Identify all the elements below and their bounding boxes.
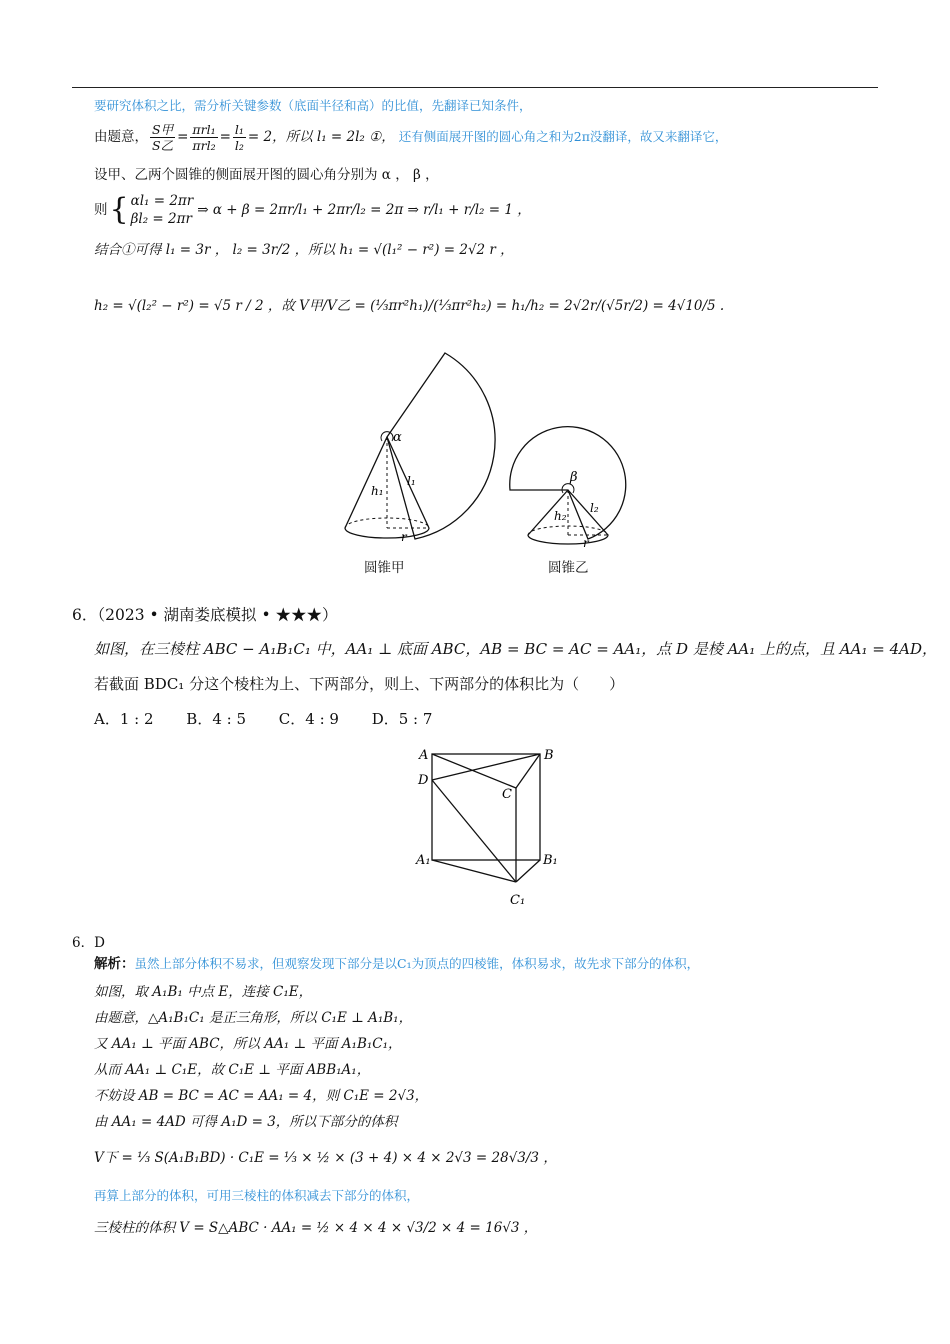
analysis-line	[94, 954, 699, 974]
label-d: D	[418, 773, 429, 788]
label-beta: β	[570, 470, 578, 485]
system-line	[94, 190, 531, 230]
label-h2: h₂	[554, 509, 567, 523]
answer-6: 6．D	[72, 935, 105, 951]
label-l1: l₁	[407, 474, 416, 488]
label-alpha: α	[393, 430, 402, 445]
label-a: A	[419, 748, 429, 763]
frac-den: S乙	[152, 137, 174, 153]
condition-prefix: 由题意，	[94, 129, 148, 145]
system-derivation: ⇒ α + β = 2πr/l₁ + 2πr/l₂ = 2π ⇒ r/l₁ + r/l₂ = 1 ，	[197, 202, 531, 218]
then-label: 则	[94, 202, 108, 218]
solution-line-3: 又 AA₁ ⊥ 平面 ABC，所以 AA₁ ⊥ 平面 A₁B₁C₁，	[94, 1036, 402, 1052]
frac-den: πrl₂	[192, 137, 216, 153]
question-6-body-1: 如图，在三棱柱 ABC − A₁B₁C₁ 中，AA₁ ⊥ 底面 ABC，AB = BC = AC = AA₁，点 D 是棱 AA₁ 上的点，且 AA₁ = 4AD，	[94, 640, 937, 658]
frac-num: πrl₁	[192, 121, 216, 137]
question-6-header: 6．（2023 • 湖南娄底模拟 • ★★★）	[72, 606, 338, 624]
solution-line-5: 不妨设 AB = BC = AC = AA₁ = 4，则 C₁E = 2√3，	[94, 1088, 429, 1104]
sector-jia	[387, 353, 495, 539]
label-b1: B₁	[543, 853, 558, 868]
cone-jia-base-front	[345, 528, 429, 538]
question-6-options	[94, 708, 432, 730]
solution-line-1: 如图，取 A₁B₁ 中点 E，连接 C₁E，	[94, 984, 313, 1000]
hint-note-2: 还有侧面展开图的圆心角之和为2π没翻译，故又来翻译它，	[398, 129, 728, 144]
prism-figure	[410, 740, 570, 915]
solution-line-8: 三棱柱的体积 V = S△ABC · AA₁ = ½ × 4 × 4 × √3/2 × 4 = 16√3 ，	[94, 1220, 538, 1236]
edge-b1c1	[516, 860, 540, 882]
caption-cone-yi: 圆锥乙	[548, 560, 589, 576]
analysis-label: 解析：	[94, 956, 135, 972]
label-b: B	[544, 748, 554, 763]
option-c[interactable]: C．4 : 9	[278, 710, 339, 728]
frac-den: l₂	[234, 137, 244, 153]
label-l2: l₂	[590, 501, 599, 515]
system-eq-2: βl₂ = 2πr	[130, 211, 192, 227]
condition-line: 由题意， $\frac{\text{S甲}}{\text{S乙}}$ = $\frac{\text{πrl₁}}{\text{πrl₂}}$ = $\frac{\text{l₁}}{\text{l₂}}$ = 2，所以 l₁ = 2l₂ ①， 还有侧面展开图的圆心角之和为2π没翻译，故又来翻译它，	[94, 121, 728, 153]
cone-yi-base-front	[528, 535, 608, 544]
system-eq-1: αl₁ = 2πr	[130, 193, 194, 209]
edge-ac	[432, 754, 516, 788]
label-c: C	[502, 787, 512, 802]
hint-note-1: 要研究体积之比，需分析关键参数（底面半径和高）的比值，先翻译已知条件，	[94, 98, 532, 113]
cone-yi-right-edge	[568, 490, 608, 535]
prism-front-face	[432, 754, 540, 860]
label-h1: h₁	[371, 484, 384, 498]
question-6-body-2: 若截面 BDC₁ 分这个棱柱为上、下两部分，则上、下两部分的体积比为（ ）	[94, 675, 625, 693]
caption-cone-jia: 圆锥甲	[364, 560, 405, 576]
angles-line: 设甲、乙两个圆锥的侧面展开图的圆心角分别为 α ， β ，	[94, 167, 439, 183]
fraction-s-ratio	[150, 122, 175, 153]
option-a[interactable]: A．1 : 2	[94, 710, 154, 728]
condition-equation: = 2，所以 l₁ = 2l₂ ①，	[247, 129, 395, 145]
option-b[interactable]: B．4 : 5	[186, 710, 246, 728]
option-d[interactable]: D．5 : 7	[371, 710, 433, 728]
header-rule	[72, 87, 878, 88]
h2-volume-line: h₂ = √(l₂² − r²) = √5 r / 2 ，故 V甲/V乙 = (⅓πr²h₁)/(⅓πr²h₂) = h₁/h₂ = 2√2r/(√5r/2) = 4√10/5 .	[94, 298, 725, 314]
combine-line: 结合①可得 l₁ = 3r ， l₂ = 3r/2 ，所以 h₁ = √(l₁² − r²) = 2√2 r ，	[94, 242, 514, 258]
solution-line-4: 从而 AA₁ ⊥ C₁E，故 C₁E ⊥ 平面 ABB₁A₁，	[94, 1062, 371, 1078]
label-c1: C₁	[510, 893, 526, 908]
cone-jia-left-edge	[345, 437, 387, 528]
frac-num: l₁	[234, 121, 244, 137]
analysis-note-1: 虽然上部分体积不易求，但观察发现下部分是以C₁为顶点的四棱锥，体积易求，故先求下部分的体积，	[134, 956, 700, 971]
brace-icon: {	[109, 192, 129, 227]
solution-line-2: 由题意，△A₁B₁C₁ 是正三角形，所以 C₁E ⊥ A₁B₁，	[94, 1010, 413, 1026]
solution-line-7: V下 = ⅓ S(A₁B₁BD) · C₁E = ⅓ × ½ × (3 + 4) × 4 × 2√3 = 28√3/3 ，	[94, 1150, 557, 1166]
fraction-pi-ratio	[190, 122, 217, 153]
edge-a1c1	[432, 860, 516, 882]
label-a1: A₁	[416, 853, 431, 868]
analysis-note-2: 再算上部分的体积，可用三棱柱的体积减去下部分的体积，	[94, 1188, 420, 1203]
label-r2: r	[583, 536, 589, 550]
fraction-l-ratio	[233, 122, 246, 153]
label-r1: r	[401, 530, 407, 544]
frac-num: S甲	[152, 121, 174, 137]
solution-line-6: 由 AA₁ = 4AD 可得 A₁D = 3，所以下部分的体积	[94, 1114, 398, 1130]
equation-system	[131, 192, 194, 228]
cones-figure	[335, 345, 645, 585]
